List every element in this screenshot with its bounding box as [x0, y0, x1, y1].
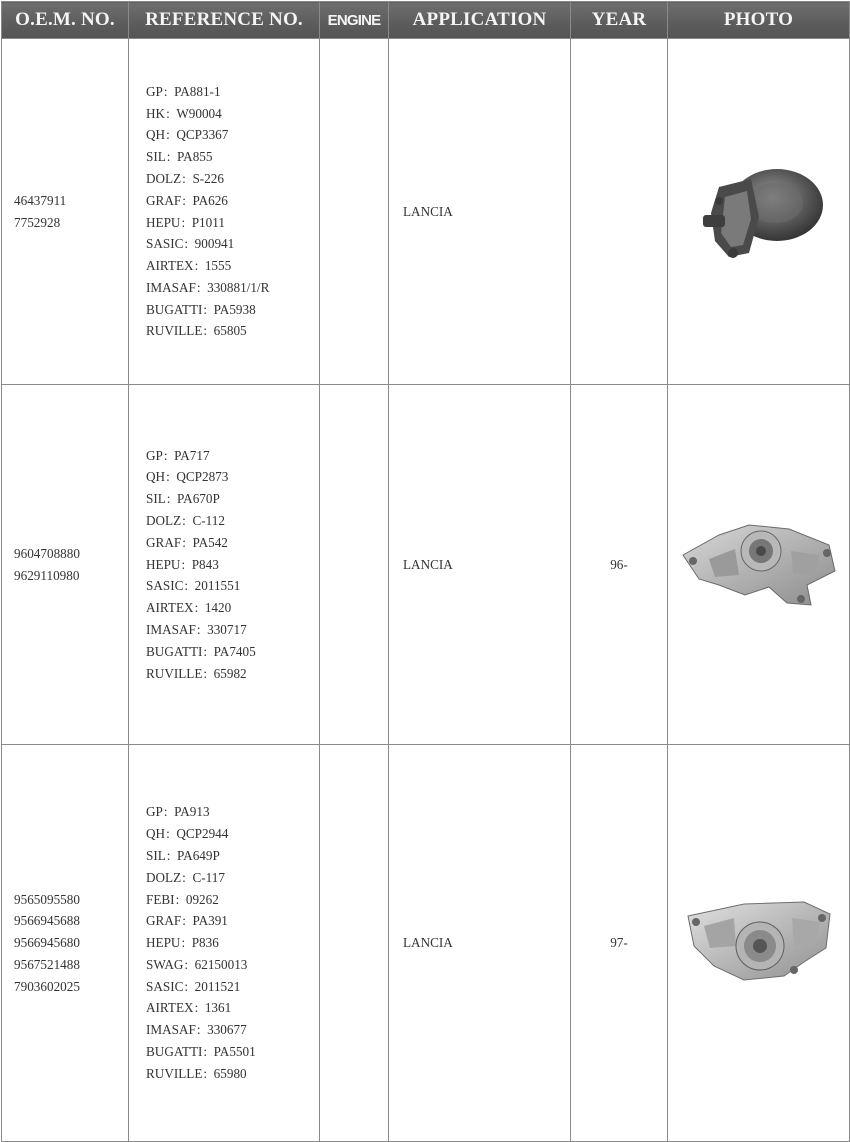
reference-entry: IMASAF: 330717: [146, 621, 247, 637]
photo-cell: [668, 745, 850, 1142]
reference-brand: DOLZ: [146, 513, 182, 528]
reference-code: 2011551: [194, 578, 241, 594]
reference-entry: AIRTEX: 1555: [146, 258, 232, 274]
reference-entry: SASIC: 2011521: [146, 978, 241, 994]
reference-code: PA855: [177, 149, 213, 165]
reference-brand: AIRTEX: [146, 1000, 194, 1016]
reference-brand: SASIC: [146, 236, 184, 252]
reference-entry: GRAF: PA391: [146, 913, 228, 929]
reference-code: PA5501: [213, 1044, 256, 1060]
reference-entry: RUVILLE: 65982: [146, 665, 247, 681]
reference-entry: AIRTEX: 1361: [146, 1000, 232, 1016]
reference-brand: BUGATTI: [146, 301, 203, 317]
year-cell: 97-: [571, 745, 668, 1142]
reference-brand: SASIC: [146, 578, 184, 594]
reference-entry: SIL: PA670P: [146, 491, 220, 507]
header-application: APPLICATION: [389, 2, 571, 39]
reference-entry: QH: QCP2944: [146, 826, 229, 842]
oem-numbers-cell: [2, 385, 129, 745]
reference-code: 09262: [185, 891, 219, 907]
reference-entry: FEBI: 09262: [146, 891, 219, 907]
parts-catalog-table: [1, 1, 850, 1142]
reference-brand: SIL: [146, 491, 166, 507]
reference-code: P1011: [191, 214, 225, 230]
reference-brand: GP: [146, 447, 163, 463]
reference-brand: QH: [146, 826, 166, 842]
reference-brand: SIL: [146, 149, 166, 165]
header-reference-no: REFERENCE NO.: [129, 2, 320, 39]
table-row: [2, 39, 850, 385]
oem-numbers-cell: [2, 745, 129, 1142]
reference-brand: QH: [146, 127, 166, 143]
reference-brand: IMASAF: [146, 279, 196, 295]
header-year: YEAR: [571, 2, 668, 39]
reference-code: PA391: [192, 913, 228, 929]
reference-code: W90004: [176, 105, 222, 121]
reference-brand: HEPU: [146, 556, 181, 572]
water-pump-icon: [684, 896, 834, 991]
reference-code: 330881/1/R: [207, 279, 270, 295]
photo-cell: [668, 39, 850, 385]
reference-brand: SASIC: [146, 978, 184, 994]
reference-code: 65805: [213, 323, 247, 339]
reference-brand: HK: [146, 105, 166, 121]
reference-entry: HK: W90004: [146, 105, 222, 121]
reference-code: PA626: [192, 192, 228, 208]
reference-entry: SIL: PA649P: [146, 847, 220, 863]
reference-brand: GP: [146, 83, 163, 99]
reference-code: 2011521: [194, 978, 241, 994]
reference-code: 900941: [194, 236, 235, 252]
reference-entry: GP: PA881-1: [146, 83, 221, 99]
reference-brand: QH: [146, 469, 166, 485]
application-cell: LANCIA: [389, 39, 571, 385]
reference-brand: SWAG: [146, 956, 184, 972]
reference-brand: BUGATTI: [146, 1044, 203, 1060]
reference-code: QCP2944: [176, 826, 229, 842]
reference-entry: GP: PA913: [146, 804, 210, 820]
application-cell: LANCIA: [389, 385, 571, 745]
reference-code: C-117: [192, 869, 225, 885]
oem-number: 9567521488: [14, 956, 80, 972]
oem-numbers-cell: [2, 39, 129, 385]
reference-entry: AIRTEX: 1420: [146, 600, 232, 616]
reference-entry: DOLZ: S-226: [146, 170, 224, 186]
reference-code: PA649P: [177, 847, 220, 863]
table-header: [2, 2, 850, 39]
reference-code: 330677: [207, 1022, 247, 1038]
engine-cell: [320, 385, 389, 745]
reference-code: PA913: [174, 804, 210, 820]
reference-brand: HEPU: [146, 935, 181, 951]
reference-code: 65980: [213, 1065, 247, 1081]
photo-cell: [668, 385, 850, 745]
engine-cell: [320, 745, 389, 1142]
reference-brand: BUGATTI: [146, 643, 203, 659]
water-pump-icon: [689, 157, 829, 267]
reference-brand: FEBI: [146, 891, 175, 907]
engine-cell: [320, 39, 389, 385]
reference-entry: SIL: PA855: [146, 149, 213, 165]
reference-entry: HEPU: P836: [146, 935, 219, 951]
reference-entry: GRAF: PA542: [146, 534, 228, 550]
reference-code: C-112: [192, 513, 225, 528]
table-row: [2, 745, 850, 1142]
reference-code: 1361: [204, 1000, 232, 1016]
reference-brand: DOLZ: [146, 869, 182, 885]
reference-brand: GRAF: [146, 534, 182, 550]
oem-number: 9566945688: [14, 913, 80, 929]
reference-entry: DOLZ: C-112: [146, 513, 225, 528]
oem-number: 9629110980: [14, 567, 80, 583]
reference-brand: SIL: [146, 847, 166, 863]
oem-number: 9565095580: [14, 891, 80, 907]
reference-code: 65982: [213, 665, 247, 681]
reference-numbers-cell: [129, 385, 320, 745]
reference-code: S-226: [192, 170, 224, 186]
reference-entry: SWAG: 62150013: [146, 956, 248, 972]
reference-code: P836: [191, 935, 219, 951]
reference-code: QCP3367: [176, 127, 229, 143]
water-pump-icon: [679, 515, 839, 615]
reference-entry: GP: PA717: [146, 447, 210, 463]
reference-entry: GRAF: PA626: [146, 192, 228, 208]
reference-entry: IMASAF: 330677: [146, 1022, 247, 1038]
year-cell: 96-: [571, 385, 668, 745]
header-engine: ENGINE: [320, 2, 389, 39]
reference-brand: GP: [146, 804, 163, 820]
oem-number: 7903602025: [14, 978, 80, 994]
reference-brand: RUVILLE: [146, 1065, 203, 1081]
oem-number: 46437911: [14, 192, 67, 208]
reference-brand: IMASAF: [146, 1022, 196, 1038]
reference-entry: BUGATTI: PA7405: [146, 643, 256, 659]
reference-entry: BUGATTI: PA5501: [146, 1044, 256, 1060]
reference-brand: RUVILLE: [146, 665, 203, 681]
oem-number: 9566945680: [14, 935, 80, 951]
header-photo: PHOTO: [668, 2, 850, 39]
reference-entry: SASIC: 2011551: [146, 578, 241, 594]
reference-code: 1420: [204, 600, 232, 616]
reference-numbers-cell: [129, 39, 320, 385]
reference-brand: AIRTEX: [146, 258, 194, 274]
reference-brand: IMASAF: [146, 621, 196, 637]
table-row: [2, 385, 850, 745]
application-cell: LANCIA: [389, 745, 571, 1142]
reference-entry: HEPU: P1011: [146, 214, 225, 230]
reference-code: PA5938: [213, 301, 256, 317]
reference-entry: RUVILLE: 65980: [146, 1065, 247, 1081]
reference-brand: RUVILLE: [146, 323, 203, 339]
reference-entry: RUVILLE: 65805: [146, 323, 247, 339]
reference-brand: GRAF: [146, 913, 182, 929]
reference-code: PA7405: [213, 643, 256, 659]
reference-code: PA542: [192, 534, 228, 550]
reference-code: PA717: [174, 447, 210, 463]
reference-code: 330717: [207, 621, 247, 637]
reference-code: P843: [191, 556, 219, 572]
reference-brand: HEPU: [146, 214, 181, 230]
reference-brand: GRAF: [146, 192, 182, 208]
reference-code: 62150013: [194, 956, 248, 972]
reference-brand: DOLZ: [146, 170, 182, 186]
reference-code: PA670P: [177, 491, 220, 507]
reference-brand: AIRTEX: [146, 600, 194, 616]
reference-numbers-cell: [129, 745, 320, 1142]
reference-entry: DOLZ: C-117: [146, 869, 225, 885]
reference-entry: QH: QCP3367: [146, 127, 229, 143]
reference-entry: IMASAF: 330881/1/R: [146, 279, 270, 295]
header-oem-no: O.E.M. NO.: [2, 2, 129, 39]
reference-entry: QH: QCP2873: [146, 469, 229, 485]
oem-number: 7752928: [14, 214, 61, 230]
reference-entry: SASIC: 900941: [146, 236, 235, 252]
reference-code: QCP2873: [176, 469, 229, 485]
reference-entry: HEPU: P843: [146, 556, 219, 572]
reference-entry: BUGATTI: PA5938: [146, 301, 256, 317]
year-cell: [571, 39, 668, 385]
reference-code: 1555: [204, 258, 232, 274]
reference-code: PA881-1: [174, 83, 221, 99]
oem-number: 9604708880: [14, 545, 80, 561]
